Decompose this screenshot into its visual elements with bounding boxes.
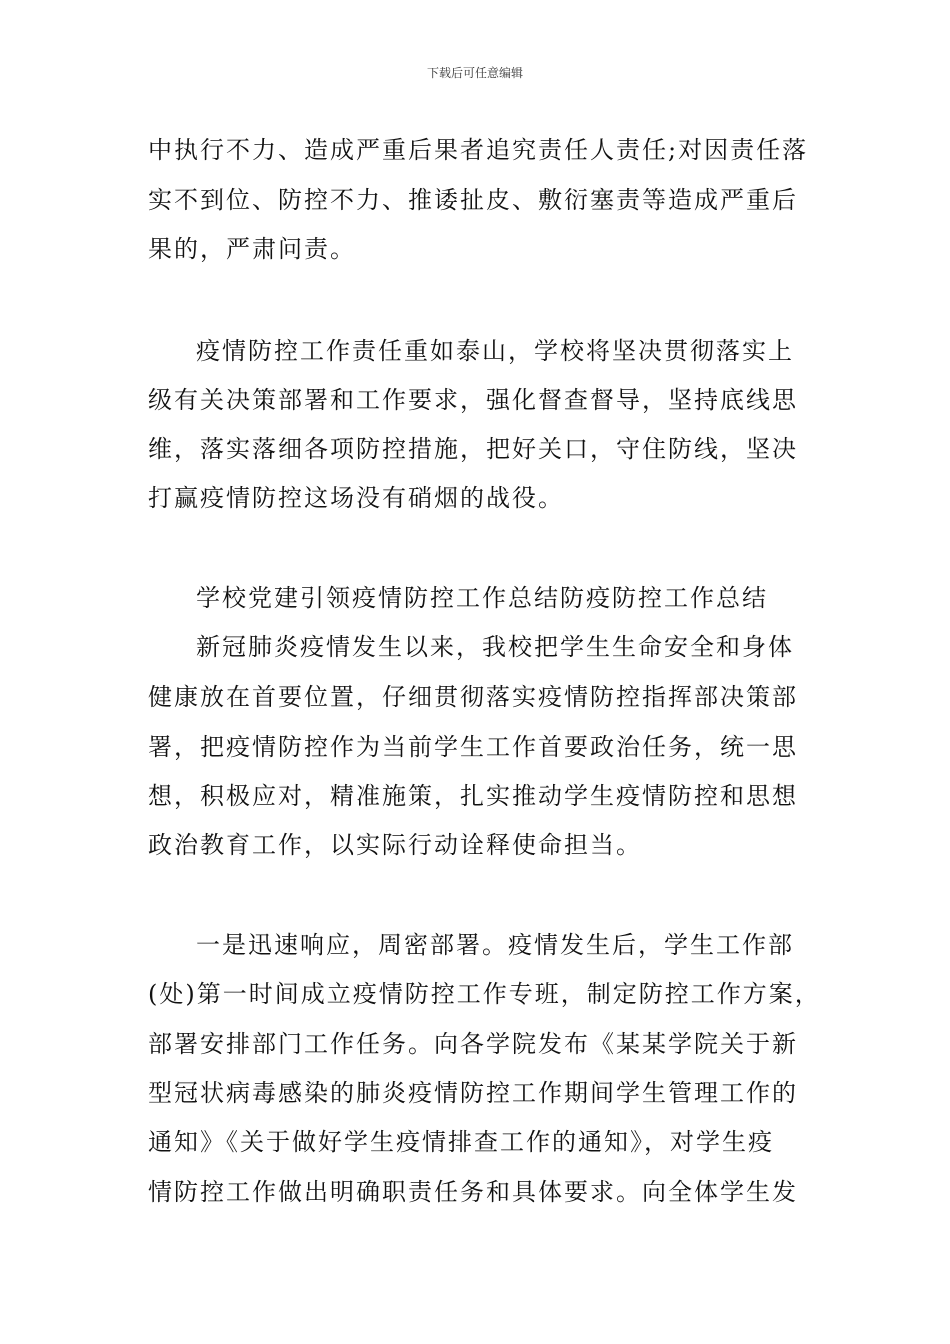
paragraph-line: 政治教育工作，以实际行动诠释使命担当。 — [148, 831, 642, 859]
paragraph-line: 中执行不力、造成严重后果者追究责任人责任;对因责任落 — [148, 136, 809, 164]
paragraph-line: 想，积极应对，精准施策，扎实推动学生疫情防控和思想 — [148, 782, 798, 810]
paragraph-line: 署，把疫情防控作为当前学生工作首要政治任务，统一思 — [148, 733, 798, 761]
paragraph-line: 新冠肺炎疫情发生以来，我校把学生生命安全和身体 — [196, 633, 794, 661]
paragraph-line: 果的，严肃问责。 — [148, 235, 356, 263]
paragraph-line: 一是迅速响应，周密部署。疫情发生后，学生工作部 — [196, 931, 794, 959]
paragraph-line: 实不到位、防控不力、推诿扯皮、敷衍塞责等造成严重后 — [148, 186, 798, 214]
paragraph-line: 打赢疫情防控这场没有硝烟的战役。 — [148, 484, 564, 512]
paragraph-line: 疫情防控工作责任重如泰山，学校将坚决贯彻落实上 — [196, 337, 794, 365]
paragraph-line: 通知》《关于做好学生疫情排查工作的通知》，对学生疫 — [148, 1128, 774, 1156]
paragraph-line: 型冠状病毒感染的肺炎疫情防控工作期间学生管理工作的 — [148, 1079, 798, 1107]
section-title: 学校党建引领疫情防控工作总结防疫防控工作总结 — [196, 584, 768, 612]
paragraph-line: 维，落实落细各项防控措施，把好关口，守住防线，坚决 — [148, 435, 798, 463]
paragraph-line: 部署安排部门工作任务。向各学院发布《某某学院关于新 — [148, 1030, 798, 1058]
page-header: 下载后可任意编辑 — [426, 66, 523, 80]
paragraph-line: 级有关决策部署和工作要求，强化督查督导，坚持底线思 — [148, 386, 798, 414]
paragraph-line: (处)第一时间成立疫情防控工作专班，制定防控工作方案， — [148, 980, 821, 1008]
paragraph-line: 健康放在首要位置，仔细贯彻落实疫情防控指挥部决策部 — [148, 683, 798, 711]
paragraph-line: 情防控工作做出明确职责任务和具体要求。向全体学生发 — [148, 1178, 798, 1206]
